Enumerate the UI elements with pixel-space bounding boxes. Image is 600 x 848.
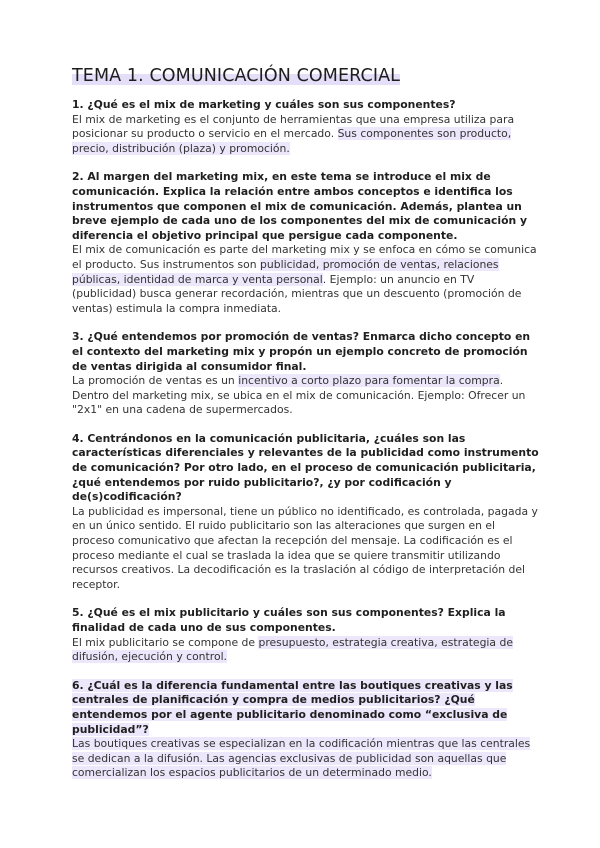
answer-highlight: publicidad, promoción de ventas, relaciones públicas, identidad de marca y venta personal [72,257,499,286]
answer-text: El mix de marketing es el conjunto de herramientas que una empresa utiliza para posicionar su producto o servicio en el mercado. Sus componentes son producto, precio, distribución (plaza) y promoción. [72,112,515,155]
qa-item-3 [72,330,540,418]
question-text: 3. ¿Qué entendemos por promoción de ventas? Enmarca dicho concepto en el contexto del marketing mix y propón un ejemplo concreto de promoción de ventas dirigida al consumidor final. [72,330,531,373]
answer-text: El mix de comunicación es parte del marketing mix y se enfoca en cómo se comunica el producto. Sus instrumentos son publicidad, promoción de ventas, relaciones públicas, identidad de marca y venta personal. Ejemplo: un anuncio en TV (publicidad) busca generar recordación, mientras que un descuento (promoción de ventas) estimula la compra inmediata. [72,243,537,315]
answer-text: El mix publicitario se compone de presupuesto, estrategia creativa, estrategia de difusión, ejecución y control. [72,635,513,664]
answer-highlight: presupuesto, estrategia creativa, estrategia de difusión, ejecución y control. [72,635,513,664]
question-text: 4. Centrándonos en la comunicación publicitaria, ¿cuáles son las características diferenciales y relevantes de la publicidad como instrumento de comunicación? Por otro lado, en el proceso de comunicación publicitaria, ¿qué entendemos por ruido publicitario?, ¿y por codificación y de(s)codificación? [72,431,539,504]
answer-highlight: incentivo a corto plazo para fomentar la compra [238,374,500,388]
qa-item-6 [72,679,540,781]
qa-item-5 [72,606,540,664]
qa-item-2 [72,170,540,316]
question-text: 6. ¿Cuál es la diferencia fundamental entre las boutiques creativas y las centrales de planificación y compra de medios publicitarios? ¿Qué entendemos por el agente publicitario denominado como “exclusiva de publicidad”? [72,678,513,736]
question-text: 5. ¿Qué es el mix publicitario y cuáles son sus componentes? Explica la finalidad de cada uno de sus componentes. [72,606,506,634]
page-title: TEMA 1. COMUNICACIÓN COMERCIAL [72,66,401,86]
answer-text: La publicidad es impersonal, tiene un público no identificado, es controlada, pagada y en un único sentido. El ruido publicitario son las alteraciones que surgen en el proceso comunicativo que afectan la recepción del mensaje. La codificación es el proceso mediante el cual se traslada la idea que se quiere transmitir utilizando recursos creativos. La decodificación es la traslación al código de interpretación del receptor. [72,504,538,591]
question-text: 2. Al margen del marketing mix, en este tema se introduce el mix de comunicación. Explica la relación entre ambos conceptos e identifica los instrumentos que componen el mix de comunicación. Además, plantea un breve ejemplo de cada uno de los componentes del mix de comunicación y diferencia el objetivo principal que persigue cada componente. [72,170,528,242]
qa-item-1 [72,98,540,156]
answer-highlight: Las boutiques creativas se especializan en la codificación mientras que las centrales se dedican a la difusión. Las agencias exclusivas de publicidad son aquellas que comercializan los espacios publicitarios de un determinado medio. [72,737,531,780]
answer-text: La promoción de ventas es un incentivo a corto plazo para fomentar la compra. Dentro del marketing mix, se ubica en el mix de comunicación. Ejemplo: Ofrecer un "2x1" en una cadena de supermercados. [72,374,526,417]
question-text: 1. ¿Qué es el mix de marketing y cuáles son sus componentes? [72,98,456,111]
qa-item-4 [72,432,540,593]
answer-text [72,737,540,781]
answer-highlight: Sus componentes son producto, precio, distribución (plaza) y promoción. [72,127,512,155]
